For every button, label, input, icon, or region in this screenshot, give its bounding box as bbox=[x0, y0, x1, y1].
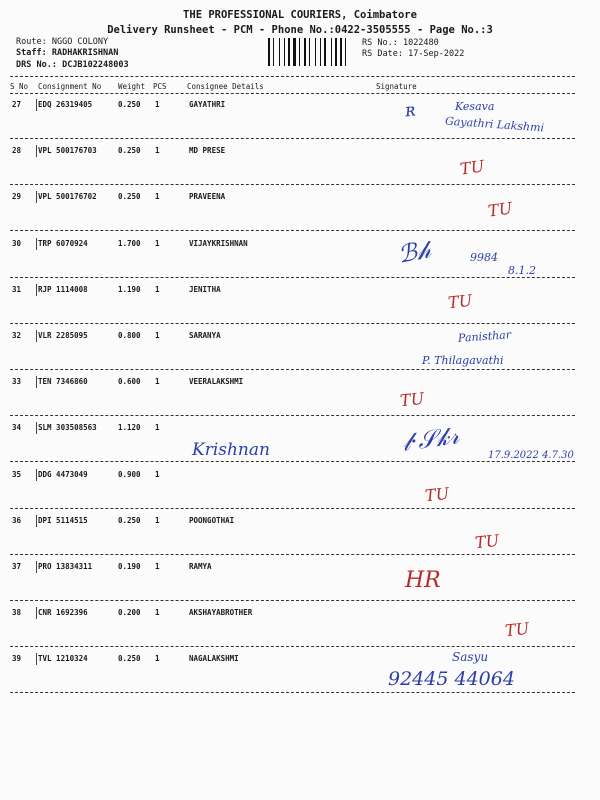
barcode-bar bbox=[279, 38, 280, 66]
row-marker bbox=[36, 376, 37, 388]
cell-pcs: 1 bbox=[155, 146, 160, 155]
row-marker bbox=[36, 653, 37, 665]
cell-consignee: SARANYA bbox=[189, 331, 221, 340]
cell-weight: 0.900 bbox=[118, 470, 141, 479]
rs-date-line bbox=[362, 49, 464, 59]
cell-weight: 1.190 bbox=[118, 285, 141, 294]
route-value: NGGO COLONY bbox=[51, 37, 109, 47]
cell-sno: 36 bbox=[12, 516, 22, 525]
cell-pcs: 1 bbox=[155, 377, 160, 386]
row-divider bbox=[10, 692, 575, 693]
barcode-bar bbox=[297, 38, 298, 66]
drs-line bbox=[16, 60, 129, 70]
cell-consignee: AKSHAYABROTHER bbox=[189, 608, 253, 617]
cell-sno: 30 bbox=[12, 239, 22, 248]
cell-consignment: TVL 1210324 bbox=[38, 654, 88, 663]
barcode-bar bbox=[275, 38, 278, 66]
barcode-bar bbox=[304, 38, 306, 66]
cell-sno: 39 bbox=[12, 654, 22, 663]
sig-27-mark: ʀ bbox=[403, 99, 417, 122]
cell-weight: 0.250 bbox=[118, 654, 141, 663]
cell-weight: 0.200 bbox=[118, 608, 141, 617]
sig-33-tu: TU bbox=[399, 388, 426, 411]
barcode-bar bbox=[291, 38, 292, 66]
sig-33-name: P. Thilagavathi bbox=[422, 354, 504, 367]
row-divider bbox=[10, 461, 575, 462]
rs-date-value: 17-Sep-2022 bbox=[408, 49, 465, 59]
drs-label: DRS No.: bbox=[16, 60, 57, 70]
barcode-bar bbox=[311, 38, 314, 66]
row-marker bbox=[36, 515, 37, 527]
barcode-bar bbox=[288, 38, 290, 66]
sig-31-tu: TU bbox=[447, 290, 474, 313]
cell-consignment: CNR 1692396 bbox=[38, 608, 88, 617]
barcode-bar bbox=[335, 38, 337, 66]
sig-30-mark: ℬ𝒽 bbox=[395, 235, 433, 269]
cell-sno: 33 bbox=[12, 377, 22, 386]
cell-consignment: RJP 1114008 bbox=[38, 285, 88, 294]
col-signature-header: Signature bbox=[376, 82, 417, 91]
cell-weight: 0.250 bbox=[118, 192, 141, 201]
staff-line bbox=[16, 48, 118, 58]
cell-pcs: 1 bbox=[155, 516, 160, 525]
sig-34-date: 17.9.2022 4.7.30 bbox=[488, 450, 574, 461]
barcode-bar bbox=[324, 38, 326, 66]
row-marker bbox=[36, 607, 37, 619]
rs-no-value: 1022480 bbox=[402, 38, 439, 48]
cell-sno: 37 bbox=[12, 562, 22, 571]
barcode-bar bbox=[333, 38, 334, 66]
cell-pcs: 1 bbox=[155, 562, 160, 571]
cell-pcs: 1 bbox=[155, 608, 160, 617]
sig-29-tu: TU bbox=[486, 198, 514, 221]
route-label: Route: bbox=[16, 37, 47, 47]
route-line bbox=[16, 37, 108, 47]
cell-pcs: 1 bbox=[155, 654, 160, 663]
row-marker bbox=[36, 469, 37, 481]
cell-pcs: 1 bbox=[155, 423, 160, 432]
cell-consignee: GAYATHRI bbox=[189, 100, 226, 109]
cell-consignee: MD PRESE bbox=[189, 146, 226, 155]
cell-pcs: 1 bbox=[155, 100, 160, 109]
cell-consignment: EDQ 26319405 bbox=[38, 100, 93, 109]
cell-consignee: RAMYA bbox=[189, 562, 212, 571]
cell-sno: 38 bbox=[12, 608, 22, 617]
sig-27-name: Kesava bbox=[455, 100, 495, 113]
barcode-bar bbox=[307, 38, 308, 66]
row-divider bbox=[10, 646, 575, 647]
document-subtitle: Delivery Runsheet - PCM - Phone No.:0422-3505555 - Page No.:3 bbox=[107, 24, 493, 36]
barcode-bar bbox=[301, 38, 303, 66]
cell-consignment: DPI 5114515 bbox=[38, 516, 88, 525]
sig-39-name: Sasyu bbox=[452, 650, 489, 664]
drs-value: DCJB102248003 bbox=[62, 60, 129, 70]
sig-28-tu: TU bbox=[458, 156, 486, 179]
row-marker bbox=[36, 284, 37, 296]
barcode-bar bbox=[268, 38, 270, 66]
barcode-bar bbox=[281, 38, 283, 66]
row-divider bbox=[10, 508, 575, 509]
cell-consignment: TRP 6070924 bbox=[38, 239, 88, 248]
cell-weight: 0.250 bbox=[118, 146, 141, 155]
row-marker bbox=[36, 238, 37, 250]
col-weight-header: Weight bbox=[118, 82, 146, 91]
cell-sno: 28 bbox=[12, 146, 22, 155]
cell-pcs: 1 bbox=[155, 239, 160, 248]
col-pcs-header: PCS bbox=[153, 82, 167, 91]
row-divider bbox=[10, 415, 575, 416]
cell-weight: 0.600 bbox=[118, 377, 141, 386]
row-divider bbox=[10, 230, 575, 231]
cell-consignee: NAGALAKSHMI bbox=[189, 654, 239, 663]
row-marker bbox=[36, 145, 37, 157]
barcode-bar bbox=[315, 38, 316, 66]
cell-sno: 35 bbox=[12, 470, 22, 479]
row-divider bbox=[10, 277, 575, 278]
sig-32-name: Panisthar bbox=[457, 328, 512, 345]
cell-weight: 0.190 bbox=[118, 562, 141, 571]
cell-consignment: PRO 13834311 bbox=[38, 562, 93, 571]
rs-no-line bbox=[362, 38, 439, 48]
barcode-bar bbox=[340, 38, 342, 66]
barcode-bar bbox=[322, 38, 323, 66]
barcode-bar bbox=[347, 38, 350, 66]
barcode-bar bbox=[271, 38, 272, 66]
sig-37-hr: HR bbox=[405, 568, 441, 593]
sig-27-text: Gayathri Lakshmi bbox=[444, 114, 545, 135]
sig-35-tu: TU bbox=[424, 483, 451, 506]
cell-weight: 1.120 bbox=[118, 423, 141, 432]
barcode-bar bbox=[327, 38, 330, 66]
barcode-bar bbox=[320, 38, 321, 66]
cell-sno: 31 bbox=[12, 285, 22, 294]
header-divider-top bbox=[10, 76, 575, 77]
barcode-bar bbox=[331, 38, 332, 66]
cell-consignee: POONGOTHAI bbox=[189, 516, 235, 525]
cell-consignee: JENITHA bbox=[189, 285, 221, 294]
cell-weight: 0.250 bbox=[118, 100, 141, 109]
barcode-bar bbox=[338, 38, 339, 66]
sig-30-num: 9984 bbox=[470, 251, 498, 264]
cell-pcs: 1 bbox=[155, 470, 160, 479]
sig-39-phone: 92445 44064 bbox=[388, 668, 515, 690]
row-divider bbox=[10, 323, 575, 324]
cell-consignment: DDG 4473049 bbox=[38, 470, 88, 479]
cell-consignment: VLR 2285095 bbox=[38, 331, 88, 340]
cell-sno: 29 bbox=[12, 192, 22, 201]
sig-34-consignee: Krishnan bbox=[192, 440, 270, 460]
barcode-bar bbox=[343, 38, 344, 66]
cell-weight: 0.250 bbox=[118, 516, 141, 525]
cell-consignment: SLM 303508563 bbox=[38, 423, 97, 432]
row-divider bbox=[10, 184, 575, 185]
sig-38-tu: TU bbox=[504, 618, 531, 641]
sig-30-num2: 8.1.2 bbox=[508, 264, 536, 277]
rs-no-label: RS No.: bbox=[362, 38, 398, 48]
row-marker bbox=[36, 422, 37, 434]
cell-sno: 34 bbox=[12, 423, 22, 432]
cell-consignment: TEN 7346860 bbox=[38, 377, 88, 386]
cell-consignee: PRAVEENA bbox=[189, 192, 226, 201]
staff-label: Staff: bbox=[16, 48, 47, 58]
cell-consignment: VPL 500176703 bbox=[38, 146, 97, 155]
cell-pcs: 1 bbox=[155, 331, 160, 340]
row-divider bbox=[10, 600, 575, 601]
header-divider-bottom bbox=[10, 93, 575, 94]
row-marker bbox=[36, 330, 37, 342]
cell-consignee: VIJAYKRISHNAN bbox=[189, 239, 248, 248]
cell-weight: 0.800 bbox=[118, 331, 141, 340]
barcode-bar bbox=[286, 38, 287, 66]
rs-date-label: RS Date: bbox=[362, 49, 403, 59]
cell-consignment: VPL 500176702 bbox=[38, 192, 97, 201]
row-marker bbox=[36, 99, 37, 111]
row-marker bbox=[36, 191, 37, 203]
cell-pcs: 1 bbox=[155, 285, 160, 294]
barcode-image bbox=[268, 38, 353, 66]
cell-pcs: 1 bbox=[155, 192, 160, 201]
barcode-bar bbox=[309, 38, 310, 66]
staff-value: RADHAKRISHNAN bbox=[51, 48, 119, 58]
barcode-bar bbox=[299, 38, 300, 66]
barcode-bar bbox=[317, 38, 319, 66]
row-marker bbox=[36, 561, 37, 573]
document-title: THE PROFESSIONAL COURIERS, Coimbatore bbox=[183, 9, 417, 21]
row-divider bbox=[10, 138, 575, 139]
col-sno-header: S No bbox=[10, 82, 29, 91]
row-divider bbox=[10, 369, 575, 370]
barcode-bar bbox=[273, 38, 274, 66]
col-consignee-header: Consignee Details bbox=[187, 82, 264, 91]
row-divider bbox=[10, 554, 575, 555]
sig-36-tu: TU bbox=[474, 530, 501, 553]
sig-34-mark: 𝓁·𝒮𝓀𝓇 bbox=[400, 421, 461, 457]
barcode-bar bbox=[293, 38, 296, 66]
cell-weight: 1.700 bbox=[118, 239, 141, 248]
barcode-bar bbox=[345, 38, 346, 66]
cell-consignee: VEERALAKSHMI bbox=[189, 377, 244, 386]
cell-sno: 27 bbox=[12, 100, 22, 109]
cell-sno: 32 bbox=[12, 331, 22, 340]
barcode-bar bbox=[284, 38, 285, 66]
col-consignment-header: Consignment No bbox=[38, 82, 102, 91]
